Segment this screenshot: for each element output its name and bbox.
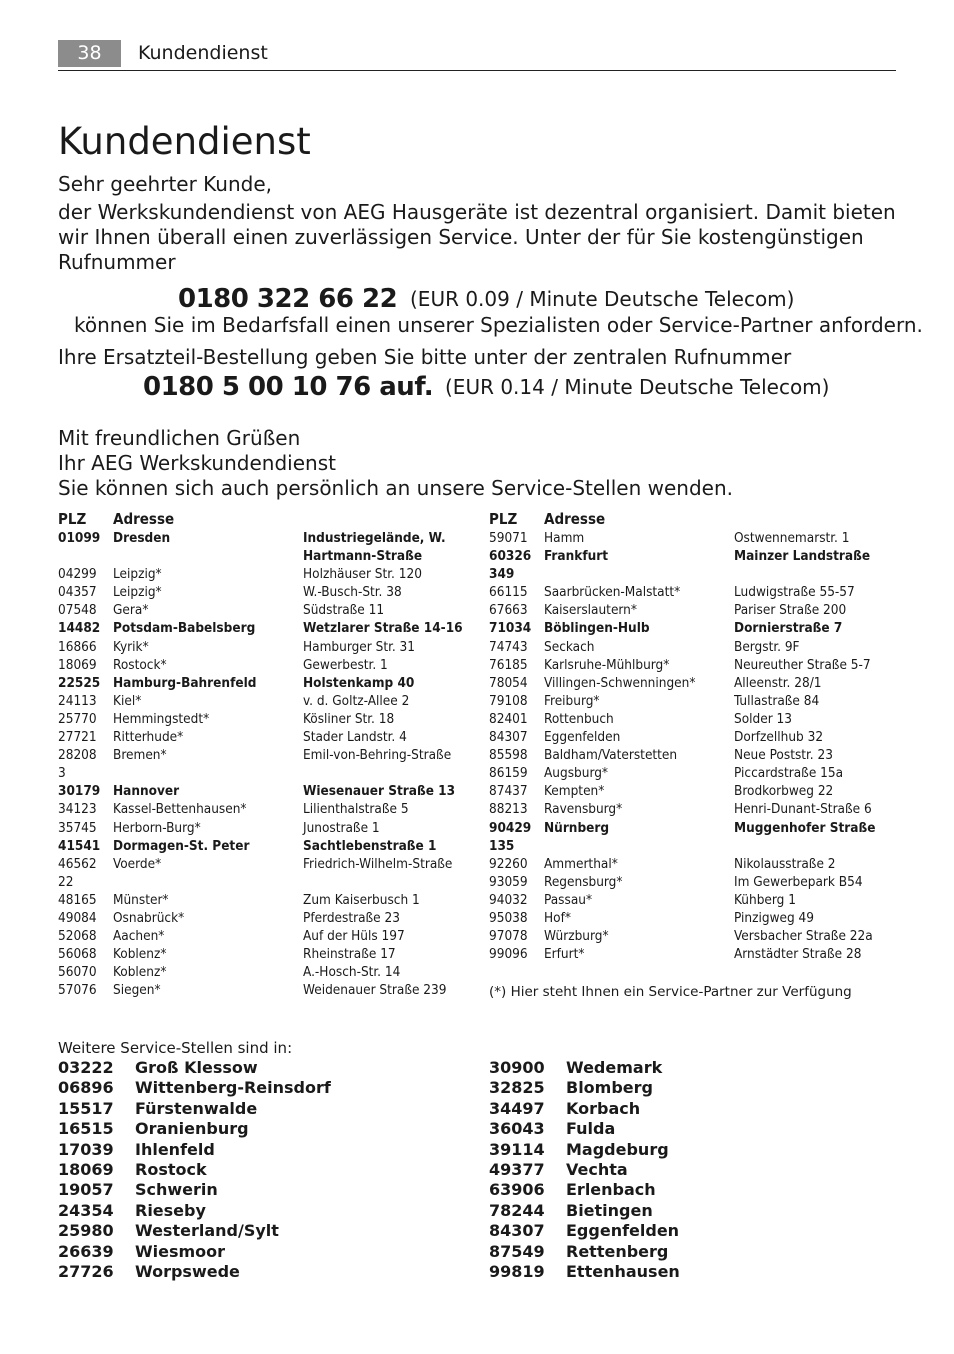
table-row xyxy=(58,583,478,601)
street-address: Pariser Straße 200 xyxy=(734,602,847,619)
street-address: Neureuther Straße 5-7 xyxy=(734,656,871,673)
table-row xyxy=(489,547,909,565)
list-item xyxy=(489,1140,680,1160)
city-name: Freiburg* xyxy=(544,692,600,709)
city-name: Villingen-Schwenningen* xyxy=(544,674,696,691)
list-item xyxy=(58,1099,331,1119)
postal-code: 59071 xyxy=(489,530,528,546)
city-name: Rostock xyxy=(135,1160,207,1180)
city-name: Eggenfelden xyxy=(566,1221,680,1241)
street-number-wrap: 349 xyxy=(489,566,515,583)
table-row xyxy=(58,837,478,855)
street-address: Wiesenauer Straße 13 xyxy=(303,783,456,800)
city-name: Hamm xyxy=(544,530,585,546)
street-address: Stader Landstr. 4 xyxy=(303,729,407,746)
city-name: Hof* xyxy=(544,909,571,926)
city-name: Koblenz* xyxy=(113,964,167,981)
postal-code: 71034 xyxy=(489,620,532,637)
postal-code: 18069 xyxy=(58,656,97,673)
list-item xyxy=(58,1058,331,1078)
postal-code: 01099 xyxy=(58,530,101,546)
postal-code: 56070 xyxy=(58,964,97,981)
city-name: Rostock* xyxy=(113,656,167,673)
city-name: Wedemark xyxy=(566,1058,663,1077)
street-address: Holstenkamp 40 xyxy=(303,674,415,691)
street-address: Muggenhofer Straße xyxy=(734,819,876,836)
street-address: Friedrich-Wilhelm-Straße xyxy=(303,855,453,872)
column-header-plz: PLZ xyxy=(489,510,518,528)
postal-code: 19057 xyxy=(58,1180,114,1200)
postal-code: 57076 xyxy=(58,982,97,999)
postal-code: 78244 xyxy=(489,1200,545,1220)
postal-code: 25770 xyxy=(58,710,97,727)
table-row xyxy=(58,565,478,583)
hotline-spare-parts xyxy=(0,372,954,404)
table-row xyxy=(489,819,909,837)
table-row-continuation xyxy=(58,764,478,782)
postal-code: 30900 xyxy=(489,1058,545,1077)
street-address: Bergstr. 9F xyxy=(734,638,800,655)
street-address: A.-Hosch-Str. 14 xyxy=(303,964,401,981)
table-row xyxy=(489,619,909,637)
table-row xyxy=(58,891,478,909)
postal-code: 46562 xyxy=(58,855,97,872)
footnote: (*) Hier steht Ihnen ein Service-Partner zur Verfügung xyxy=(489,984,852,1000)
city-name: Fulda xyxy=(566,1119,616,1139)
list-item xyxy=(489,1201,680,1221)
postal-code: 04357 xyxy=(58,584,97,601)
postal-code: 18069 xyxy=(58,1160,114,1180)
service-phone-rate: (EUR 0.09 / Minute Deutsche Telecom) xyxy=(410,287,795,311)
table-row xyxy=(489,692,909,710)
table-row xyxy=(489,583,909,601)
city-name: Bremen* xyxy=(113,747,167,764)
table-row xyxy=(489,909,909,927)
postal-code: 87549 xyxy=(489,1241,545,1261)
street-address: Ostwennemarstr. 1 xyxy=(734,530,850,546)
table-row xyxy=(489,529,909,547)
city-name: Würzburg* xyxy=(544,928,609,945)
postal-code: 90429 xyxy=(489,819,532,836)
postal-code: 16515 xyxy=(58,1119,114,1139)
list-item xyxy=(58,1221,331,1241)
list-item xyxy=(489,1242,680,1262)
column-header-address: Adresse xyxy=(544,510,606,528)
postal-code: 66115 xyxy=(489,584,528,601)
street-address: Rheinstraße 17 xyxy=(303,946,396,963)
postal-code: 94032 xyxy=(489,891,528,908)
column-header-address: Adresse xyxy=(113,510,175,528)
table-row xyxy=(489,800,909,818)
postal-code: 03222 xyxy=(58,1058,114,1077)
city-name: Kaiserslautern* xyxy=(544,602,637,619)
street-address: Kösliner Str. 18 xyxy=(303,710,395,727)
table-row xyxy=(58,656,478,674)
street-address: Weidenauer Straße 239 xyxy=(303,982,447,999)
city-name: Rettenberg xyxy=(566,1241,669,1261)
service-phone-number: 0180 322 66 22 xyxy=(178,284,398,314)
table-row xyxy=(58,945,478,963)
city-name: Augsburg* xyxy=(544,765,608,782)
page-number: 38 xyxy=(58,40,121,67)
table-row xyxy=(489,638,909,656)
city-name: Seckach xyxy=(544,638,595,655)
postal-code: 39114 xyxy=(489,1139,545,1159)
street-address: Hamburger Str. 31 xyxy=(303,638,415,655)
column-header-plz: PLZ xyxy=(58,510,87,528)
postal-code: 84307 xyxy=(489,1221,545,1241)
postal-code: 48165 xyxy=(58,891,97,908)
city-name: Voerde* xyxy=(113,855,162,872)
table-row xyxy=(58,819,478,837)
running-header-title: Kundendienst xyxy=(138,42,268,64)
table-row xyxy=(489,873,909,891)
list-item xyxy=(58,1160,331,1180)
city-name: Oranienburg xyxy=(135,1119,249,1139)
table-row xyxy=(489,855,909,873)
table-row xyxy=(489,674,909,692)
postal-code: 24113 xyxy=(58,692,97,709)
city-name: Fürstenwalde xyxy=(135,1098,258,1118)
table-row-continuation xyxy=(489,837,909,855)
street-number-wrap: 3 xyxy=(58,765,66,782)
street-address: Südstraße 11 xyxy=(303,602,385,619)
city-name: Schwerin xyxy=(135,1180,218,1200)
postal-code: 99819 xyxy=(489,1262,545,1282)
street-address: Emil-von-Behring-Straße xyxy=(303,747,452,764)
city-name: Korbach xyxy=(566,1098,641,1118)
city-name: Baldham/Vaterstetten xyxy=(544,747,678,764)
table-row xyxy=(58,800,478,818)
street-address: Piccardstraße 15a xyxy=(734,765,844,782)
list-item xyxy=(58,1201,331,1221)
hotline-service xyxy=(0,284,954,316)
street-address: Holzhäuser Str. 120 xyxy=(303,566,422,583)
postal-code: 24354 xyxy=(58,1200,114,1220)
street-address: Industriegelände, W. Hartmann-Straße xyxy=(303,530,446,565)
table-row xyxy=(489,891,909,909)
postal-code: 28208 xyxy=(58,747,97,764)
city-name: Westerland/Sylt xyxy=(135,1221,279,1241)
table-row xyxy=(489,764,909,782)
table-row xyxy=(489,782,909,800)
city-name: Ritterhude* xyxy=(113,729,184,746)
postal-code: 52068 xyxy=(58,928,97,945)
postal-code: 14482 xyxy=(58,620,101,637)
city-name: Erfurt* xyxy=(544,946,585,963)
further-locations-right xyxy=(489,1058,680,1282)
hotline-description: können Sie im Bedarfsfall einen unserer Spezialisten oder Service-Partner anfordern. xyxy=(74,313,923,337)
table-row xyxy=(489,728,909,746)
table-row xyxy=(58,728,478,746)
city-name: Regensburg* xyxy=(544,873,623,890)
list-item xyxy=(489,1078,680,1098)
street-address: Ludwigstraße 55-57 xyxy=(734,584,855,601)
list-item xyxy=(58,1242,331,1262)
city-name: Ihlenfeld xyxy=(135,1139,215,1159)
street-address: Nikolausstraße 2 xyxy=(734,855,836,872)
street-address: Lilienthalstraße 5 xyxy=(303,801,409,818)
city-name: Saarbrücken-Malstatt* xyxy=(544,584,681,601)
table-row xyxy=(489,746,909,764)
street-address: Mainzer Landstraße xyxy=(734,548,871,565)
postal-code: 93059 xyxy=(489,873,528,890)
list-item xyxy=(489,1160,680,1180)
postal-code: 27726 xyxy=(58,1262,114,1282)
street-address: Dorfzellhub 32 xyxy=(734,729,824,746)
street-address: Brodkorbweg 22 xyxy=(734,783,834,800)
closing-note: Sie können sich auch persönlich an unsere Service-Stellen wenden. xyxy=(58,476,733,500)
city-name: Herborn-Burg* xyxy=(113,819,201,836)
postal-code: 41541 xyxy=(58,837,101,854)
city-name: Gera* xyxy=(113,602,149,619)
city-name: Vechta xyxy=(566,1160,628,1180)
service-table-right xyxy=(489,509,909,963)
table-row xyxy=(58,855,478,873)
postal-code: 49084 xyxy=(58,909,97,926)
city-name: Dresden xyxy=(113,530,171,546)
postal-code: 27721 xyxy=(58,729,97,746)
page-header xyxy=(58,40,896,71)
spare-parts-phone-rate: (EUR 0.14 / Minute Deutsche Telecom) xyxy=(445,375,830,399)
city-name: Erlenbach xyxy=(566,1180,656,1200)
postal-code: 36043 xyxy=(489,1119,545,1139)
postal-code: 32825 xyxy=(489,1078,545,1098)
street-address: Alleenstr. 28/1 xyxy=(734,674,822,691)
table-row xyxy=(58,746,478,764)
city-name: Magdeburg xyxy=(566,1139,669,1159)
city-name: Passau* xyxy=(544,891,593,908)
city-name: Worpswede xyxy=(135,1262,240,1282)
postal-code: 76185 xyxy=(489,656,528,673)
city-name: Wiesmoor xyxy=(135,1241,226,1261)
postal-code: 74743 xyxy=(489,638,528,655)
spare-parts-text: Ihre Ersatzteil-Bestellung geben Sie bitte unter der zentralen Rufnummer xyxy=(58,345,792,369)
postal-code: 22525 xyxy=(58,674,101,691)
city-name: Groß Klessow xyxy=(135,1058,258,1077)
street-address: Arnstädter Straße 28 xyxy=(734,946,862,963)
city-name: Kassel-Bettenhausen* xyxy=(113,801,247,818)
table-row xyxy=(58,981,478,999)
postal-code: 95038 xyxy=(489,909,528,926)
street-address: Auf der Hüls 197 xyxy=(303,928,405,945)
city-name: Dormagen-St. Peter xyxy=(113,837,250,854)
table-row xyxy=(58,674,478,692)
salutation: Sehr geehrter Kunde, xyxy=(58,172,273,196)
list-item xyxy=(58,1180,331,1200)
city-name: Siegen* xyxy=(113,982,161,999)
postal-code: 30179 xyxy=(58,783,101,800)
street-address: Gewerbestr. 1 xyxy=(303,656,388,673)
table-row xyxy=(489,656,909,674)
table-row xyxy=(58,638,478,656)
street-address: Im Gewerbepark B54 xyxy=(734,873,863,890)
closing-greeting: Mit freundlichen Grüßen xyxy=(58,426,301,450)
postal-code: 97078 xyxy=(489,928,528,945)
street-address: Pinzigweg 49 xyxy=(734,909,814,926)
city-name: Frankfurt xyxy=(544,548,609,565)
page-title: Kundendienst xyxy=(58,120,311,163)
postal-code: 34497 xyxy=(489,1098,545,1118)
table-row xyxy=(58,601,478,619)
closing-signature: Ihr AEG Werkskundendienst xyxy=(58,451,336,475)
street-number-wrap: 135 xyxy=(489,837,515,854)
street-address: v. d. Goltz-Allee 2 xyxy=(303,692,410,709)
postal-code: 16866 xyxy=(58,638,97,655)
list-item xyxy=(489,1099,680,1119)
postal-code: 60326 xyxy=(489,548,532,565)
postal-code: 78054 xyxy=(489,674,528,691)
street-address: Versbacher Straße 22a xyxy=(734,928,873,945)
city-name: Koblenz* xyxy=(113,946,167,963)
postal-code: 17039 xyxy=(58,1139,114,1159)
postal-code: 25980 xyxy=(58,1221,114,1241)
city-name: Wittenberg-Reinsdorf xyxy=(135,1078,331,1098)
city-name: Münster* xyxy=(113,891,169,908)
postal-code: 67663 xyxy=(489,602,528,619)
further-locations-left xyxy=(58,1058,331,1282)
postal-code: 56068 xyxy=(58,946,97,963)
list-item xyxy=(489,1119,680,1139)
city-name: Bietingen xyxy=(566,1200,653,1220)
city-name: Eggenfelden xyxy=(544,729,621,746)
intro-paragraph: der Werkskundendienst von AEG Hausgeräte ist dezentral organisiert. Damit bieten wir Ihnen überall einen zuverlässigen Service. Unter der für Sie kostengünstigen Rufnummer xyxy=(58,200,896,274)
list-item xyxy=(58,1262,331,1282)
table-row xyxy=(58,529,478,565)
city-name: Kyrik* xyxy=(113,638,149,655)
city-name: Leipzig* xyxy=(113,566,162,583)
street-address: Kühberg 1 xyxy=(734,891,796,908)
postal-code: 92260 xyxy=(489,855,528,872)
street-address: Sachtlebenstraße 1 xyxy=(303,837,437,854)
table-row xyxy=(58,692,478,710)
city-name: Böblingen-Hulb xyxy=(544,620,650,637)
postal-code: 87437 xyxy=(489,783,528,800)
table-row-continuation xyxy=(489,565,909,583)
street-address: W.-Busch-Str. 38 xyxy=(303,584,402,601)
postal-code: 82401 xyxy=(489,710,528,727)
postal-code: 04299 xyxy=(58,566,97,583)
table-row xyxy=(58,909,478,927)
postal-code: 63906 xyxy=(489,1180,545,1200)
street-address: Henri-Dunant-Straße 6 xyxy=(734,801,872,818)
city-name: Kiel* xyxy=(113,692,142,709)
list-item xyxy=(58,1119,331,1139)
city-name: Hannover xyxy=(113,783,180,800)
table-row-continuation xyxy=(58,873,478,891)
postal-code: 34123 xyxy=(58,801,97,818)
city-name: Nürnberg xyxy=(544,819,610,836)
table-row xyxy=(489,710,909,728)
postal-code: 88213 xyxy=(489,801,528,818)
city-name: Hamburg-Bahrenfeld xyxy=(113,674,257,691)
city-name: Blomberg xyxy=(566,1078,653,1098)
postal-code: 99096 xyxy=(489,946,528,963)
postal-code: 26639 xyxy=(58,1241,114,1261)
street-address: Tullastraße 84 xyxy=(734,692,820,709)
postal-code: 86159 xyxy=(489,765,528,782)
table-row xyxy=(489,945,909,963)
street-address: Wetzlarer Straße 14-16 xyxy=(303,620,463,637)
table-row xyxy=(58,619,478,637)
table-row xyxy=(489,927,909,945)
postal-code: 35745 xyxy=(58,819,97,836)
city-name: Kempten* xyxy=(544,783,605,800)
list-item xyxy=(489,1262,680,1282)
city-name: Hemmingstedt* xyxy=(113,710,210,727)
street-address: Neue Poststr. 23 xyxy=(734,747,833,764)
postal-code: 06896 xyxy=(58,1078,114,1098)
table-row xyxy=(58,927,478,945)
street-address: Solder 13 xyxy=(734,710,793,727)
street-address: Junostraße 1 xyxy=(303,819,380,836)
list-item xyxy=(489,1180,680,1200)
table-row xyxy=(58,963,478,981)
postal-code: 07548 xyxy=(58,602,97,619)
city-name: Aachen* xyxy=(113,928,165,945)
city-name: Rottenbuch xyxy=(544,710,614,727)
postal-code: 15517 xyxy=(58,1098,114,1118)
table-row xyxy=(489,601,909,619)
table-row xyxy=(58,782,478,800)
postal-code: 49377 xyxy=(489,1160,545,1180)
street-address: Zum Kaiserbusch 1 xyxy=(303,891,420,908)
city-name: Ammerthal* xyxy=(544,855,618,872)
street-number-wrap: 22 xyxy=(58,873,74,890)
street-address: Pferdestraße 23 xyxy=(303,909,400,926)
postal-code: 79108 xyxy=(489,692,528,709)
service-table-left xyxy=(58,509,478,999)
table-row xyxy=(58,710,478,728)
postal-code: 85598 xyxy=(489,747,528,764)
city-name: Ettenhausen xyxy=(566,1262,680,1282)
further-locations-title: Weitere Service-Stellen sind in: xyxy=(58,1039,293,1057)
city-name: Karlsruhe-Mühlburg* xyxy=(544,656,670,673)
street-address: Dornierstraße 7 xyxy=(734,620,843,637)
list-item xyxy=(489,1058,680,1078)
list-item xyxy=(58,1078,331,1098)
city-name: Osnabrück* xyxy=(113,909,185,926)
list-item xyxy=(489,1221,680,1241)
city-name: Ravensburg* xyxy=(544,801,623,818)
postal-code: 84307 xyxy=(489,729,528,746)
spare-parts-phone-number: 0180 5 00 10 76 auf. xyxy=(143,372,434,402)
list-item xyxy=(58,1140,331,1160)
city-name: Potsdam-Babelsberg xyxy=(113,620,256,637)
city-name: Rieseby xyxy=(135,1200,206,1220)
city-name: Leipzig* xyxy=(113,584,162,601)
